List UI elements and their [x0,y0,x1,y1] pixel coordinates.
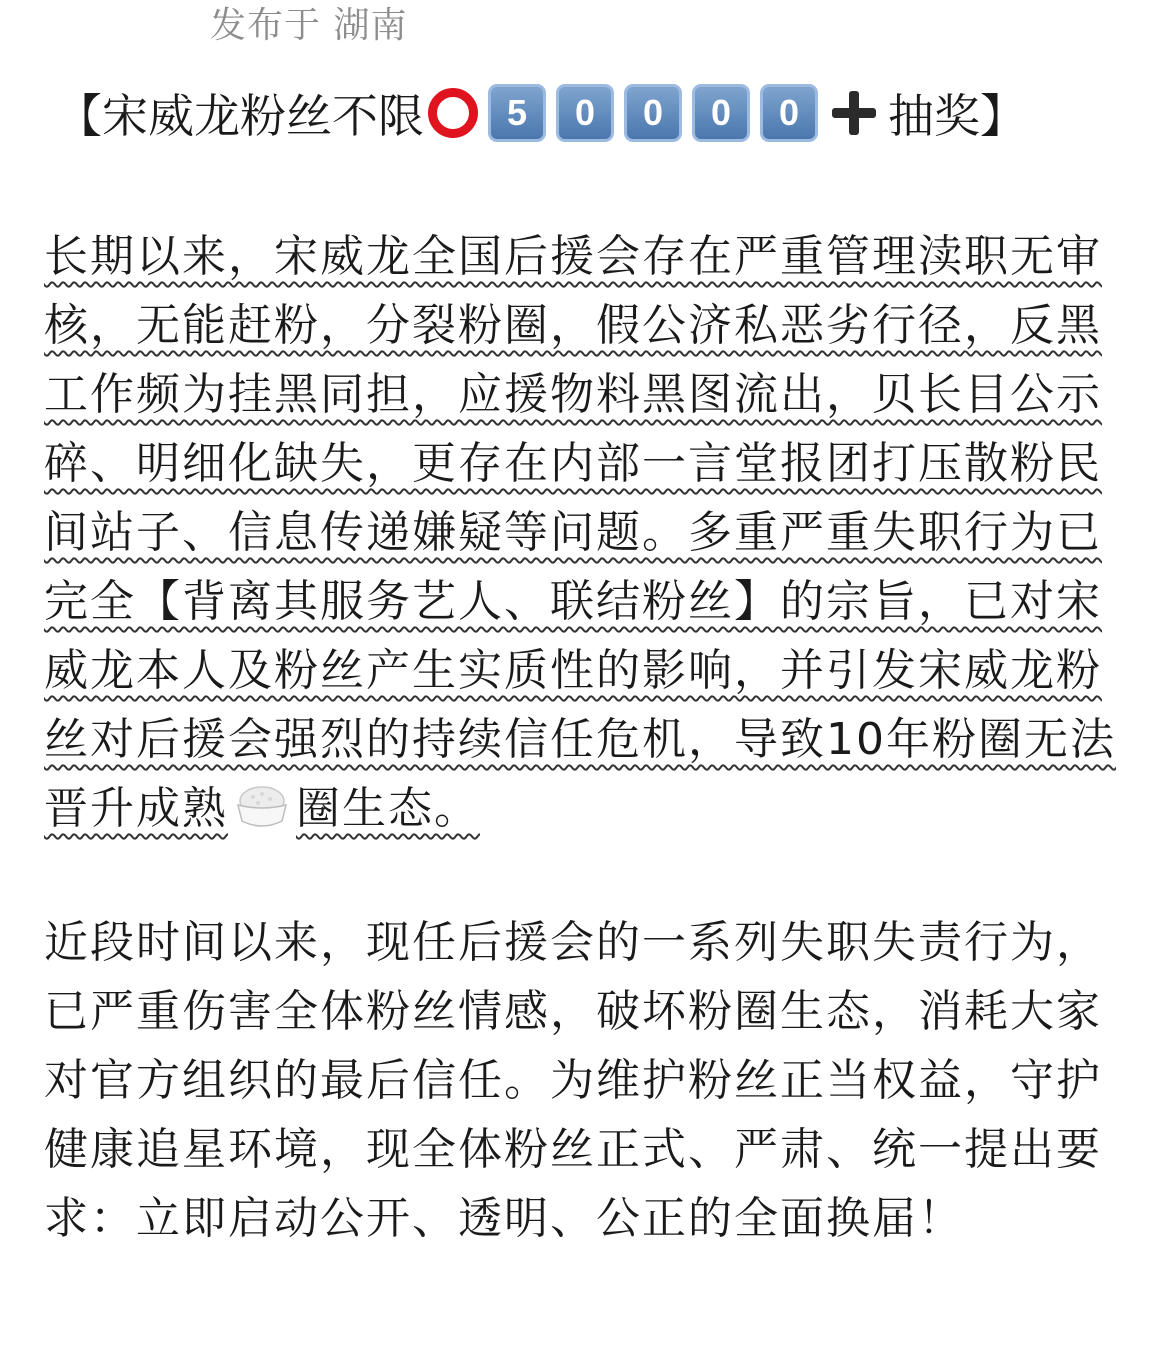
post-paragraph-2: 近段时间以来，现任后援会的一系列失职失责行为，已严重伤害全体粉丝情感，破坏粉圈生态，消耗大家对官方组织的最后信任。为维护粉丝正当权益，守护健康追星环境，现全体粉丝正式、严肃、统一提出要求：立即启动公开、透明、公正的全面换届！ [44,917,1102,1244]
keycap-0-icon: 0 [692,84,750,142]
post-location: 发布于 湖南 [210,5,408,46]
post-headline [56,80,1026,146]
keycap-5-icon: 5 [488,84,546,142]
red-circle-icon [428,88,478,138]
keycap-0-icon: 0 [624,84,682,142]
keycap-0-icon: 0 [556,84,614,142]
headline-text-start: 【宋威龙粉丝不限 [56,89,424,143]
keycap-0-icon: 0 [760,84,818,142]
paragraph-1-text: 长期以来，宋威龙全国后援会存在严重管理渎职无审核，无能赶粉，分裂粉圈，假公济私恶劣行径，反黑工作频为挂黑同担，应援物料黑图流出，贝长目公示碎、明细化缺失，更存在内部一言堂报团打压散粉民间站子、信息传递嫌疑等问题。多重严重失职行为已完全【背离其服务艺人、联结粉丝】的宗旨，已对宋威龙本人及粉丝产生实质性的影响，并引发宋威龙粉丝对后援会强烈的持续信任危机，导致10年粉圈无法晋升成熟 [44,231,1116,834]
paragraph-1-ending: 圈生态。 [296,783,480,834]
rice-bowl-icon [232,781,292,833]
plus-icon [832,91,876,135]
post-paragraph-1 [44,222,1124,843]
headline-text-end: 抽奖】 [888,89,1026,143]
